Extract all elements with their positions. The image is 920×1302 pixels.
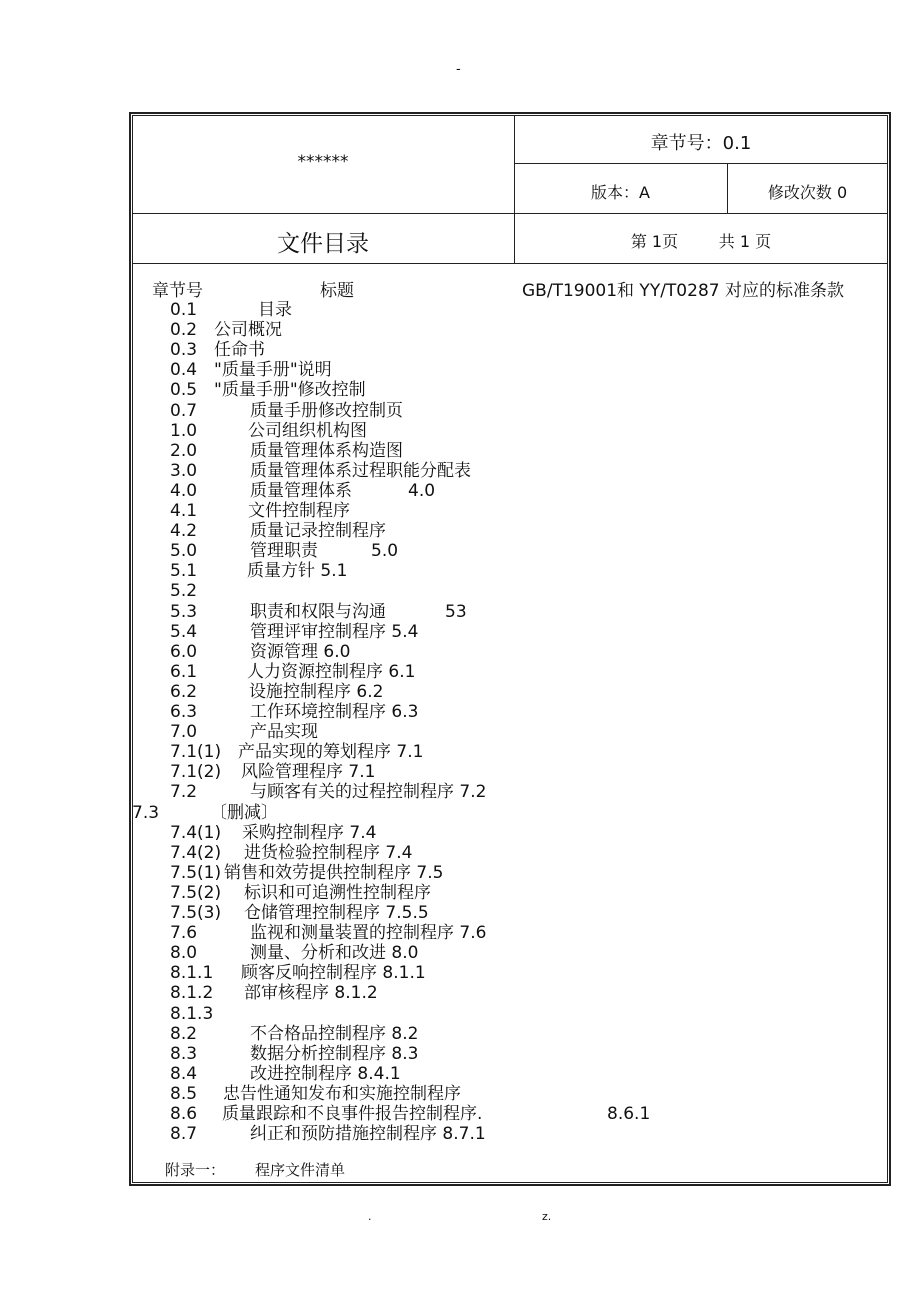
toc-number: 8.0 bbox=[170, 943, 198, 964]
top-mark: - bbox=[456, 62, 461, 77]
toc-number: 4.1 bbox=[170, 501, 198, 521]
toc-title: 质量方针 5.1 bbox=[247, 561, 348, 582]
toc-title: 不合格品控制程序 8.2 bbox=[250, 1023, 419, 1044]
toc-number: 5.0 bbox=[170, 541, 198, 562]
toc-title: 质量记录控制程序 bbox=[250, 521, 386, 542]
toc-number: 8.1.1 bbox=[170, 963, 214, 984]
toc-number: 4.0 bbox=[170, 480, 198, 501]
toc-title: 人力资源控制程序 6.1 bbox=[247, 661, 416, 682]
toc-title: 管理职责 bbox=[250, 541, 318, 562]
toc-number: 6.1 bbox=[170, 661, 198, 682]
toc-title: 职责和权限与沟通 bbox=[250, 601, 386, 622]
toc-number: 7.6 bbox=[170, 923, 198, 944]
toc-title: 资源管理 6.0 bbox=[250, 641, 351, 662]
footer-left-mark: . bbox=[368, 1210, 372, 1223]
version-label: 版本：A bbox=[591, 183, 650, 202]
toc-number: 8.6 bbox=[170, 1104, 198, 1124]
toc-title: 进货检验控制程序 7.4 bbox=[244, 842, 413, 863]
toc-number: 8.4 bbox=[170, 1063, 198, 1084]
toc-title: 数据分析控制程序 8.3 bbox=[250, 1043, 419, 1064]
toc-number: 4.2 bbox=[170, 521, 198, 542]
toc-number: 7.4(2) bbox=[170, 842, 222, 863]
toc-number: 3.0 bbox=[170, 460, 198, 481]
toc-number: 0.1 bbox=[170, 300, 198, 320]
toc-number: 7.0 bbox=[170, 722, 198, 743]
toc-clause-ref: 4.0 bbox=[408, 480, 436, 501]
toc-title: 采购控制程序 7.4 bbox=[242, 822, 377, 843]
footer-right-mark: z. bbox=[542, 1210, 552, 1223]
toc-title: 产品实现的筹划程序 7.1 bbox=[238, 742, 424, 763]
toc-title: 风险管理程序 7.1 bbox=[241, 762, 376, 783]
toc-title: 部审核程序 8.1.2 bbox=[244, 983, 378, 1004]
toc-title: 质量手册修改控制页 bbox=[250, 400, 403, 421]
toc-title: "质量手册"说明 bbox=[214, 360, 332, 381]
toc-number: 6.2 bbox=[170, 681, 198, 702]
toc-title: 工作环境控制程序 6.3 bbox=[250, 702, 419, 722]
toc-number: 7.1(1) bbox=[170, 742, 222, 763]
toc-title: 文件控制程序 bbox=[248, 501, 350, 521]
company-name: ****** bbox=[297, 152, 349, 172]
toc-number: 7.5(2) bbox=[170, 882, 222, 903]
appendix-title: 程序文件清单 bbox=[255, 1161, 346, 1179]
toc-clause-ref: 53 bbox=[445, 601, 467, 622]
toc-title: 标识和可追溯性控制程序 bbox=[244, 882, 431, 903]
column-header-title: 标题 bbox=[320, 281, 354, 301]
toc-title: 忠告性通知发布和实施控制程序 bbox=[223, 1083, 461, 1104]
toc-title: 销售和效劳提供控制程序 7.5 bbox=[224, 862, 444, 883]
toc-number: 8.1.2 bbox=[170, 983, 214, 1004]
toc-number: 7.3 bbox=[132, 802, 160, 823]
document-title: 文件目录 bbox=[277, 231, 369, 257]
toc-title: 质量管理体系 bbox=[250, 480, 352, 501]
toc-number: 6.3 bbox=[170, 702, 198, 722]
toc-number: 8.7 bbox=[170, 1124, 198, 1145]
revision-count: 修改次数 0 bbox=[767, 183, 848, 202]
toc-number: 7.1(2) bbox=[170, 762, 222, 783]
toc-number: 8.2 bbox=[170, 1023, 198, 1044]
toc-number: 7.5(1) bbox=[170, 862, 222, 883]
toc-number: 5.2 bbox=[170, 581, 198, 602]
toc-number: 8.1.3 bbox=[170, 1003, 214, 1024]
toc-number: 7.2 bbox=[170, 782, 198, 803]
toc-number: 0.3 bbox=[170, 340, 198, 361]
toc-number: 0.4 bbox=[170, 360, 198, 381]
toc-title: 〔删减〕 bbox=[210, 802, 278, 823]
page-info: 第 1页 共 1 页 bbox=[630, 232, 772, 251]
toc-title: 监视和测量装置的控制程序 7.6 bbox=[250, 923, 487, 944]
header-bottom-divider bbox=[132, 263, 888, 264]
title-row-top-divider bbox=[132, 213, 888, 214]
toc-number: 0.5 bbox=[170, 380, 198, 401]
toc-title: 管理评审控制程序 5.4 bbox=[250, 621, 419, 642]
toc-title: 质量管理体系过程职能分配表 bbox=[250, 460, 471, 481]
toc-clause-ref: 8.6.1 bbox=[607, 1104, 651, 1124]
chapter-number: 章节号：0.1 bbox=[650, 133, 752, 154]
toc-title: 纠正和预防措施控制程序 8.7.1 bbox=[250, 1124, 486, 1145]
toc-title: 目录 bbox=[258, 300, 292, 320]
toc-clause-ref: 5.0 bbox=[371, 541, 399, 562]
toc-title: 测量、分析和改进 8.0 bbox=[250, 943, 419, 964]
toc-number: 8.3 bbox=[170, 1043, 198, 1064]
chapter-row-divider bbox=[514, 163, 888, 164]
toc-title: 与顾客有关的过程控制程序 7.2 bbox=[250, 782, 487, 803]
toc-title: 改进控制程序 8.4.1 bbox=[250, 1063, 401, 1084]
toc-number: 0.2 bbox=[170, 320, 198, 341]
toc-title: 任命书 bbox=[214, 340, 265, 361]
toc-title: 设施控制程序 6.2 bbox=[249, 681, 384, 702]
toc-title: 质量跟踪和不良事件报告控制程序. bbox=[222, 1104, 483, 1124]
column-header-clause: GB/T19001和 YY/T0287 对应的标准条款 bbox=[522, 281, 844, 301]
toc-number: 5.4 bbox=[170, 621, 198, 642]
toc-title: 公司组织机构图 bbox=[248, 420, 367, 441]
toc-number: 5.3 bbox=[170, 601, 198, 622]
toc-title: 顾客反响控制程序 8.1.1 bbox=[241, 963, 426, 984]
appendix-label: 附录一： bbox=[165, 1161, 226, 1179]
toc-number: 8.5 bbox=[170, 1083, 198, 1104]
toc-title: 质量管理体系构造图 bbox=[250, 440, 403, 461]
toc-number: 7.4(1) bbox=[170, 822, 222, 843]
toc-number: 5.1 bbox=[170, 561, 198, 582]
toc-title: 公司概况 bbox=[214, 320, 282, 341]
toc-number: 7.5(3) bbox=[170, 903, 222, 923]
toc-title: "质量手册"修改控制 bbox=[214, 380, 366, 401]
toc-number: 6.0 bbox=[170, 641, 198, 662]
toc-title: 仓储管理控制程序 7.5.5 bbox=[244, 903, 429, 923]
toc-number: 1.0 bbox=[170, 420, 198, 441]
toc-number: 2.0 bbox=[170, 440, 198, 461]
toc-number: 0.7 bbox=[170, 400, 198, 421]
toc-title: 产品实现 bbox=[250, 722, 318, 743]
column-header-chapter: 章节号 bbox=[152, 281, 203, 301]
